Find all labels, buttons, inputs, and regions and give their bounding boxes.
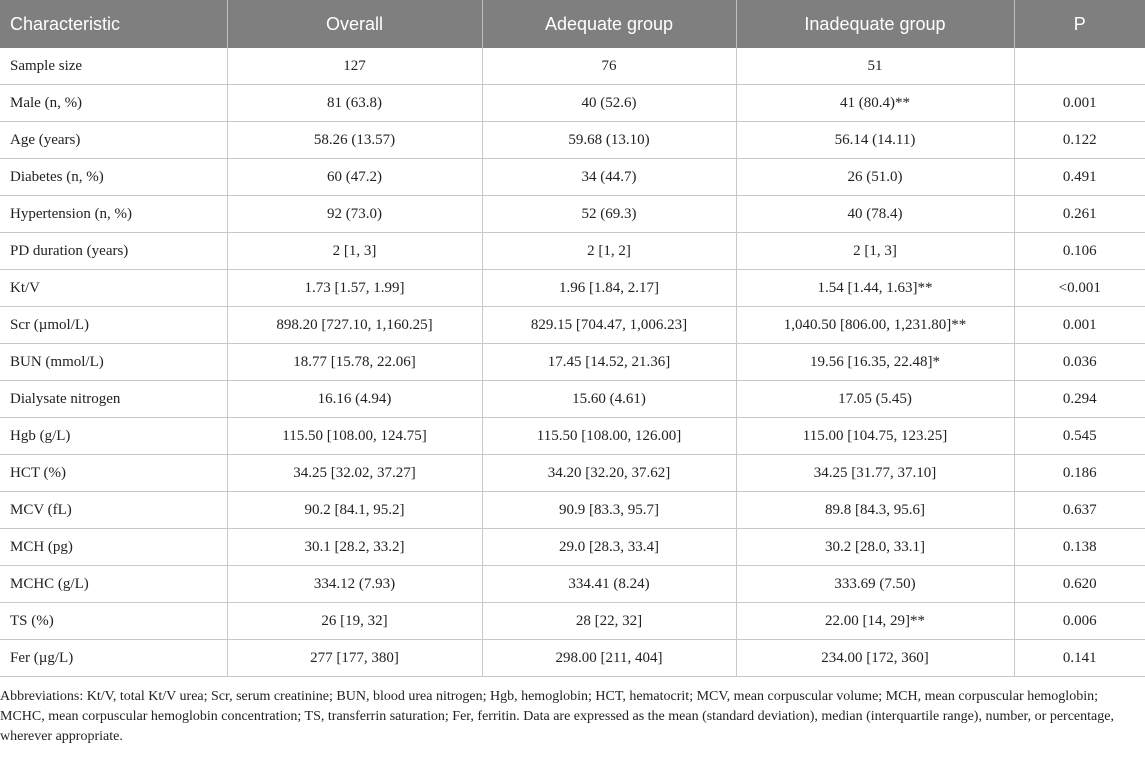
adequate-cell: 15.60 (4.61) xyxy=(482,381,736,418)
table-row xyxy=(0,640,1145,677)
characteristic-cell: MCH (pg) xyxy=(0,529,227,566)
adequate-cell: 52 (69.3) xyxy=(482,196,736,233)
adequate-cell: 1.96 [1.84, 2.17] xyxy=(482,270,736,307)
table-row xyxy=(0,381,1145,418)
inadequate-cell: 30.2 [28.0, 33.1] xyxy=(736,529,1014,566)
table-row xyxy=(0,603,1145,640)
characteristic-cell: Age (years) xyxy=(0,122,227,159)
inadequate-cell: 41 (80.4)** xyxy=(736,85,1014,122)
inadequate-cell: 26 (51.0) xyxy=(736,159,1014,196)
characteristic-cell: Fer (µg/L) xyxy=(0,640,227,677)
inadequate-cell: 34.25 [31.77, 37.10] xyxy=(736,455,1014,492)
table-row xyxy=(0,85,1145,122)
p-value-cell: 0.637 xyxy=(1014,492,1145,529)
table-row xyxy=(0,233,1145,270)
p-value-cell: 0.138 xyxy=(1014,529,1145,566)
p-value-cell: 0.620 xyxy=(1014,566,1145,603)
header-overall: Overall xyxy=(227,0,482,48)
inadequate-cell: 19.56 [16.35, 22.48]* xyxy=(736,344,1014,381)
inadequate-cell: 40 (78.4) xyxy=(736,196,1014,233)
overall-cell: 18.77 [15.78, 22.06] xyxy=(227,344,482,381)
adequate-cell: 115.50 [108.00, 126.00] xyxy=(482,418,736,455)
adequate-cell: 2 [1, 2] xyxy=(482,233,736,270)
adequate-cell: 59.68 (13.10) xyxy=(482,122,736,159)
inadequate-cell: 51 xyxy=(736,48,1014,85)
p-value-cell: 0.001 xyxy=(1014,85,1145,122)
inadequate-cell: 2 [1, 3] xyxy=(736,233,1014,270)
p-value-cell: 0.545 xyxy=(1014,418,1145,455)
characteristic-cell: TS (%) xyxy=(0,603,227,640)
table-row xyxy=(0,529,1145,566)
adequate-cell: 90.9 [83.3, 95.7] xyxy=(482,492,736,529)
p-value-cell: 0.186 xyxy=(1014,455,1145,492)
p-value-cell: 0.141 xyxy=(1014,640,1145,677)
adequate-cell: 34 (44.7) xyxy=(482,159,736,196)
adequate-cell: 17.45 [14.52, 21.36] xyxy=(482,344,736,381)
inadequate-cell: 115.00 [104.75, 123.25] xyxy=(736,418,1014,455)
characteristic-cell: PD duration (years) xyxy=(0,233,227,270)
characteristic-cell: Male (n, %) xyxy=(0,85,227,122)
table-row xyxy=(0,307,1145,344)
p-value-cell: 0.001 xyxy=(1014,307,1145,344)
table-body xyxy=(0,48,1145,677)
characteristic-cell: MCV (fL) xyxy=(0,492,227,529)
adequate-cell: 29.0 [28.3, 33.4] xyxy=(482,529,736,566)
characteristic-cell: Hypertension (n, %) xyxy=(0,196,227,233)
characteristic-cell: HCT (%) xyxy=(0,455,227,492)
overall-cell: 277 [177, 380] xyxy=(227,640,482,677)
overall-cell: 898.20 [727.10, 1,160.25] xyxy=(227,307,482,344)
adequate-cell: 40 (52.6) xyxy=(482,85,736,122)
characteristic-cell: Sample size xyxy=(0,48,227,85)
adequate-cell: 76 xyxy=(482,48,736,85)
inadequate-cell: 56.14 (14.11) xyxy=(736,122,1014,159)
overall-cell: 34.25 [32.02, 37.27] xyxy=(227,455,482,492)
p-value-cell: 0.491 xyxy=(1014,159,1145,196)
adequate-cell: 34.20 [32.20, 37.62] xyxy=(482,455,736,492)
characteristic-cell: Dialysate nitrogen xyxy=(0,381,227,418)
characteristic-cell: BUN (mmol/L) xyxy=(0,344,227,381)
p-value-cell: 0.036 xyxy=(1014,344,1145,381)
overall-cell: 60 (47.2) xyxy=(227,159,482,196)
inadequate-cell: 17.05 (5.45) xyxy=(736,381,1014,418)
overall-cell: 81 (63.8) xyxy=(227,85,482,122)
table-header-row xyxy=(0,0,1145,48)
inadequate-cell: 22.00 [14, 29]** xyxy=(736,603,1014,640)
table-row xyxy=(0,159,1145,196)
overall-cell: 127 xyxy=(227,48,482,85)
inadequate-cell: 1,040.50 [806.00, 1,231.80]** xyxy=(736,307,1014,344)
overall-cell: 1.73 [1.57, 1.99] xyxy=(227,270,482,307)
table-row xyxy=(0,196,1145,233)
header-characteristic: Characteristic xyxy=(0,0,227,48)
overall-cell: 26 [19, 32] xyxy=(227,603,482,640)
inadequate-cell: 89.8 [84.3, 95.6] xyxy=(736,492,1014,529)
characteristic-cell: MCHC (g/L) xyxy=(0,566,227,603)
overall-cell: 334.12 (7.93) xyxy=(227,566,482,603)
inadequate-cell: 234.00 [172, 360] xyxy=(736,640,1014,677)
table-row xyxy=(0,566,1145,603)
overall-cell: 92 (73.0) xyxy=(227,196,482,233)
table-row xyxy=(0,455,1145,492)
table-row xyxy=(0,492,1145,529)
p-value-cell: 0.294 xyxy=(1014,381,1145,418)
overall-cell: 16.16 (4.94) xyxy=(227,381,482,418)
table-row xyxy=(0,122,1145,159)
characteristic-cell: Scr (µmol/L) xyxy=(0,307,227,344)
p-value-cell: 0.106 xyxy=(1014,233,1145,270)
table-footnote: Abbreviations: Kt/V, total Kt/V urea; Scr, serum creatinine; BUN, blood urea nitrogen; Hgb, hemoglobin; HCT, hematocrit; MCV, mean corpuscular volume; MCH, mean corpuscular hemoglobin; MCHC, mean corpuscular hemoglobin concentration; TS, transferrin saturation; Fer, ferritin. Data are expressed as the mean (standard deviation), median (interquartile range), number, or percentage, wherever appropriate. xyxy=(0,689,1114,744)
adequate-cell: 334.41 (8.24) xyxy=(482,566,736,603)
header-inadequate-group: Inadequate group xyxy=(736,0,1014,48)
table-row xyxy=(0,344,1145,381)
overall-cell: 58.26 (13.57) xyxy=(227,122,482,159)
inadequate-cell: 1.54 [1.44, 1.63]** xyxy=(736,270,1014,307)
inadequate-cell: 333.69 (7.50) xyxy=(736,566,1014,603)
overall-cell: 2 [1, 3] xyxy=(227,233,482,270)
overall-cell: 90.2 [84.1, 95.2] xyxy=(227,492,482,529)
characteristic-cell: Diabetes (n, %) xyxy=(0,159,227,196)
overall-cell: 115.50 [108.00, 124.75] xyxy=(227,418,482,455)
p-value-cell: 0.261 xyxy=(1014,196,1145,233)
overall-cell: 30.1 [28.2, 33.2] xyxy=(227,529,482,566)
p-value-cell: 0.006 xyxy=(1014,603,1145,640)
table-row xyxy=(0,48,1145,85)
p-value-cell: <0.001 xyxy=(1014,270,1145,307)
p-value-cell xyxy=(1014,48,1145,85)
characteristic-cell: Hgb (g/L) xyxy=(0,418,227,455)
adequate-cell: 28 [22, 32] xyxy=(482,603,736,640)
characteristic-cell: Kt/V xyxy=(0,270,227,307)
header-adequate-group: Adequate group xyxy=(482,0,736,48)
adequate-cell: 829.15 [704.47, 1,006.23] xyxy=(482,307,736,344)
adequate-cell: 298.00 [211, 404] xyxy=(482,640,736,677)
table-row xyxy=(0,418,1145,455)
p-value-cell: 0.122 xyxy=(1014,122,1145,159)
table-row xyxy=(0,270,1145,307)
header-p: P xyxy=(1014,0,1145,48)
